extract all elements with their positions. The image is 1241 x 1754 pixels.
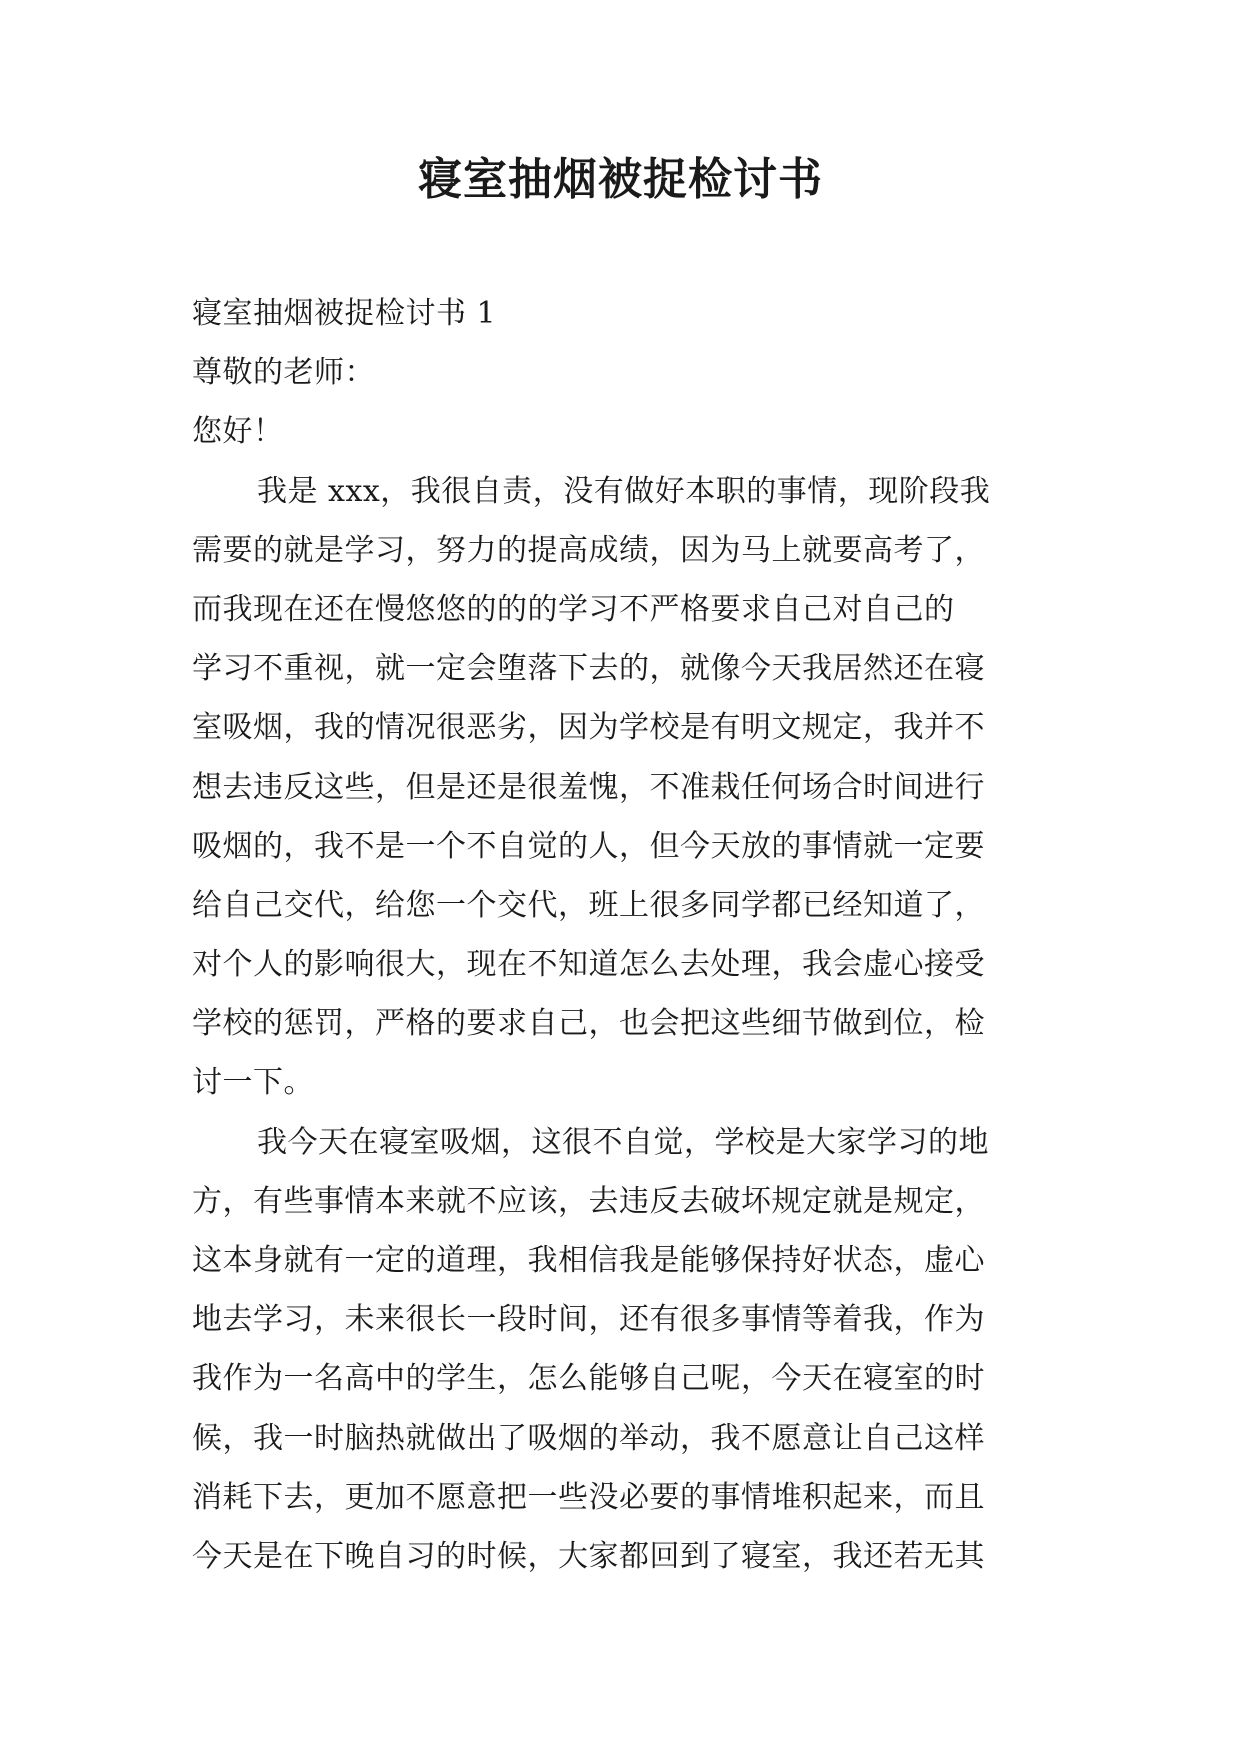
document-title: 寝室抽烟被捉检讨书 xyxy=(418,154,823,205)
paragraph-1 xyxy=(192,462,1049,1113)
paragraph-line: 对个人的影响很大，现在不知道怎么去处理，我会虚心接受 xyxy=(192,947,985,983)
paragraph-line: 消耗下去，更加不愿意把一些没必要的事情堆积起来，而且 xyxy=(192,1479,985,1515)
paragraph-line: 方，有些事情本来就不应该，去违反去破坏规定就是规定， xyxy=(192,1183,985,1219)
paragraph-line: 需要的就是学习，努力的提高成绩，因为马上就要高考了， xyxy=(192,532,985,568)
salutation: 尊敬的老师： xyxy=(192,355,375,391)
paragraph-line: 吸烟的，我不是一个不自觉的人，但今天放的事情就一定要 xyxy=(192,828,985,864)
paragraph-line: 学校的惩罚，严格的要求自己，也会把这些细节做到位，检 xyxy=(192,1006,985,1042)
paragraph-line: 这本身就有一定的道理，我相信我是能够保持好状态，虚心 xyxy=(192,1243,985,1278)
section-heading: 寝室抽烟被捉检讨书 1 xyxy=(192,296,497,331)
paragraph-line: 地去学习，未来很长一段时间，还有很多事情等着我，作为 xyxy=(192,1302,985,1338)
paragraph-line: 室吸烟，我的情况很恶劣，因为学校是有明文规定，我并不 xyxy=(192,710,985,746)
paragraph-line: 候，我一时脑热就做出了吸烟的举动，我不愿意让自己这样 xyxy=(192,1420,985,1456)
paragraph-line: 想去违反这些，但是还是很羞愧，不准栽任何场合时间进行 xyxy=(192,769,985,805)
paragraph-line: 我今天在寝室吸烟，这很不自觉，学校是大家学习的地 xyxy=(257,1124,989,1160)
paragraph-line: 学习不重视，就一定会堕落下去的，就像今天我居然还在寝 xyxy=(192,651,985,687)
paragraph-line: 讨一下。 xyxy=(192,1065,314,1101)
document-body xyxy=(192,284,1049,1586)
paragraph-line: 而我现在还在慢悠悠的的的学习不严格要求自己对自己的 xyxy=(192,591,955,627)
paragraph-line: 给自己交代，给您一个交代，班上很多同学都已经知道了， xyxy=(192,887,985,923)
paragraph-line: 我作为一名高中的学生，怎么能够自己呢，今天在寝室的时 xyxy=(192,1361,985,1397)
paragraph-line: 我是 xxx，我很自责，没有做好本职的事情，现阶段我 xyxy=(257,473,991,509)
greeting: 您好！ xyxy=(192,414,284,450)
paragraph-line: 今天是在下晚自习的时候，大家都回到了寝室，我还若无其 xyxy=(192,1538,985,1574)
paragraph-2 xyxy=(192,1113,1049,1587)
